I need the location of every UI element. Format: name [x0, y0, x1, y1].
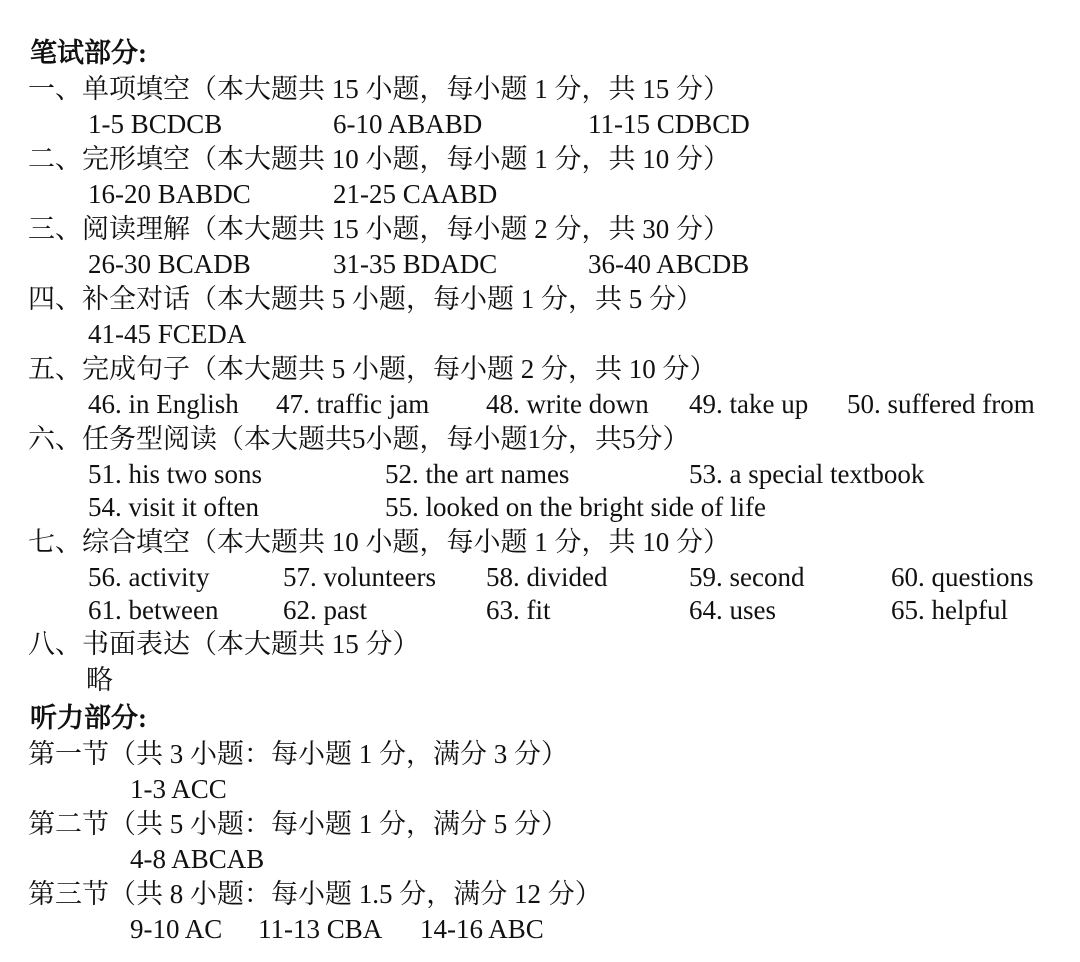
answer-item: 60. questions: [891, 562, 1034, 592]
answer-item: 26-30 BCADB: [88, 249, 251, 279]
written-part-title: 笔试部分:: [30, 38, 147, 68]
listening-part-title: 听力部分:: [30, 703, 147, 733]
section-5-heading: 五、完成句子（本大题共 5 小题，每小题 2 分，共 10 分）: [28, 354, 717, 384]
answer-item: 4-8 ABCAB: [130, 844, 265, 874]
answer-item: 41-45 FCEDA: [88, 319, 247, 349]
answer-item: 46. in English: [88, 389, 239, 419]
answer-item: 49. take up: [689, 389, 809, 419]
section-6-heading: 六、任务型阅读（本大题共5小题，每小题1分，共5分）: [28, 424, 690, 454]
answer-item: 57. volunteers: [283, 562, 436, 592]
listening-section-1-heading: 第一节（共 3 小题：每小题 1 分，满分 3 分）: [28, 739, 568, 769]
answer-item: 55. looked on the bright side of life: [385, 492, 766, 522]
listening-section-3-heading: 第三节（共 8 小题：每小题 1.5 分，满分 12 分）: [28, 879, 602, 909]
listening-section-2-heading: 第二节（共 5 小题：每小题 1 分，满分 5 分）: [28, 809, 568, 839]
answer-item: 48. write down: [486, 389, 649, 419]
answer-item: 略: [86, 665, 113, 695]
answer-item: 58. divided: [486, 562, 608, 592]
answer-item: 6-10 ABABD: [333, 109, 483, 139]
section-3-heading: 三、阅读理解（本大题共 15 小题，每小题 2 分，共 30 分）: [28, 214, 730, 244]
answer-item: 47. traffic jam: [276, 389, 430, 419]
answer-item: 65. helpful: [891, 595, 1008, 625]
section-4-heading: 四、补全对话（本大题共 5 小题，每小题 1 分，共 5 分）: [28, 284, 703, 314]
answer-item: 11-15 CDBCD: [588, 109, 750, 139]
section-8-heading: 八、书面表达（本大题共 15 分）: [28, 629, 420, 659]
answer-item: 36-40 ABCDB: [588, 249, 750, 279]
answer-item: 16-20 BABDC: [88, 179, 251, 209]
answer-item: 51. his two sons: [88, 459, 263, 489]
answer-item: 63. fit: [486, 595, 551, 625]
answer-item: 21-25 CAABD: [333, 179, 498, 209]
answer-item: 64. uses: [689, 595, 776, 625]
answer-item: 59. second: [689, 562, 805, 592]
answer-item: 1-3 ACC: [130, 774, 227, 804]
section-7-heading: 七、综合填空（本大题共 10 小题，每小题 1 分，共 10 分）: [28, 527, 730, 557]
answer-item: 50. suffered from: [847, 389, 1035, 419]
answer-item: 52. the art names: [385, 459, 570, 489]
answer-item: 11-13 CBA: [258, 914, 383, 944]
answer-item: 56. activity: [88, 562, 210, 592]
answer-item: 14-16 ABC: [420, 914, 544, 944]
answer-item: 31-35 BDADC: [333, 249, 498, 279]
section-2-heading: 二、完形填空（本大题共 10 小题，每小题 1 分，共 10 分）: [28, 144, 730, 174]
answer-item: 53. a special textbook: [689, 459, 925, 489]
answer-item: 54. visit it often: [88, 492, 259, 522]
answer-item: 1-5 BCDCB: [88, 109, 223, 139]
answer-item: 61. between: [88, 595, 219, 625]
section-1-heading: 一、单项填空（本大题共 15 小题，每小题 1 分，共 15 分）: [28, 74, 730, 104]
answer-item: 9-10 AC: [130, 914, 223, 944]
answer-item: 62. past: [283, 595, 367, 625]
